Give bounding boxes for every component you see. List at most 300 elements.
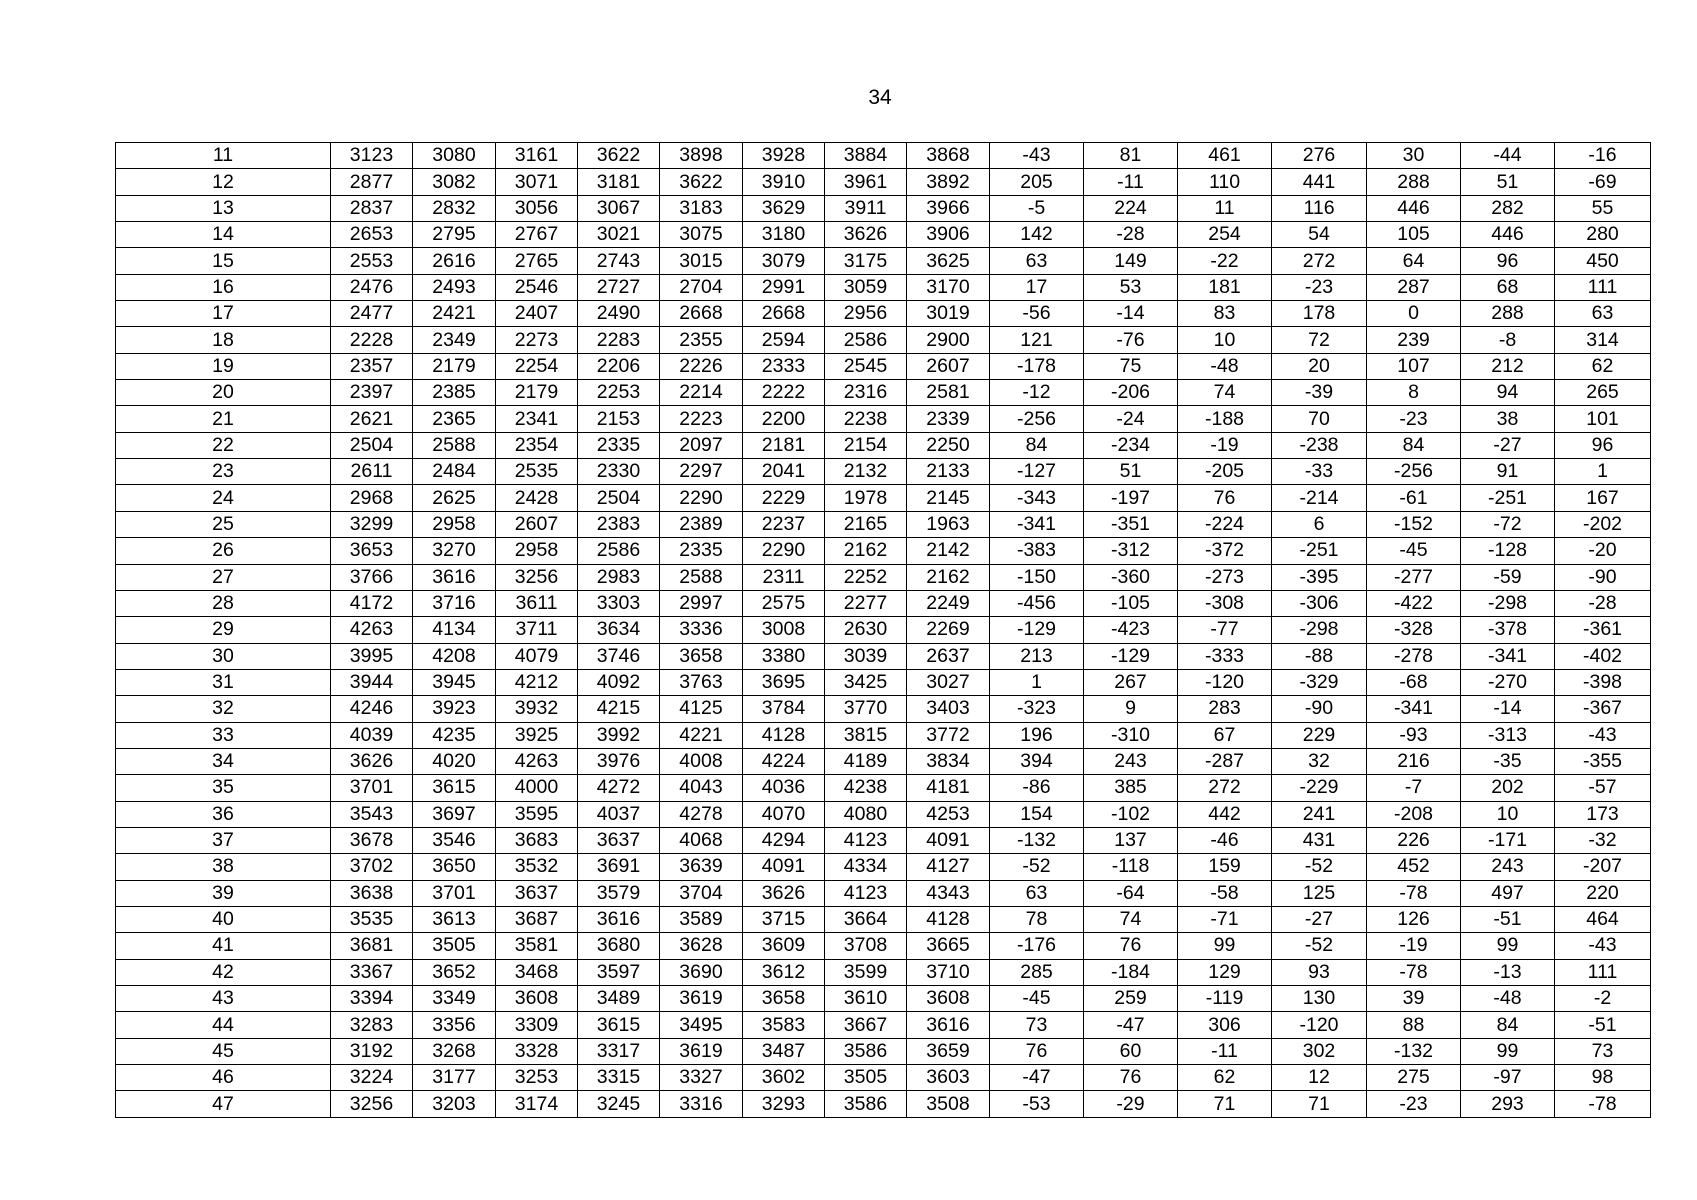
table-cell: -178: [990, 353, 1084, 379]
table-cell: 3535: [331, 906, 413, 932]
table-cell: 3610: [825, 986, 907, 1012]
table-cell: -176: [990, 933, 1084, 959]
table-cell: 3487: [743, 1038, 825, 1064]
table-cell: -383: [990, 538, 1084, 564]
table-row: [116, 511, 1651, 537]
table-cell: 3071: [496, 169, 578, 195]
table-row: [116, 696, 1651, 722]
row-index-cell: 15: [116, 248, 331, 274]
table-cell: 3595: [496, 801, 578, 827]
table-cell: 3626: [825, 222, 907, 248]
row-index-cell: 33: [116, 722, 331, 748]
row-index-cell: 24: [116, 485, 331, 511]
row-index-cell: 22: [116, 432, 331, 458]
row-index-cell: 26: [116, 538, 331, 564]
table-cell: -19: [1367, 933, 1461, 959]
table-cell: 3961: [825, 169, 907, 195]
table-cell: 62: [1555, 353, 1651, 379]
table-row: [116, 669, 1651, 695]
table-cell: 2383: [578, 511, 660, 537]
table-cell: 3629: [743, 195, 825, 221]
table-cell: 4020: [413, 748, 496, 774]
table-cell: 4008: [660, 748, 743, 774]
table-cell: -48: [1178, 353, 1272, 379]
table-cell: 2428: [496, 485, 578, 511]
table-cell: 3868: [907, 143, 990, 169]
table-cell: 2477: [331, 301, 413, 327]
table-cell: 3625: [907, 248, 990, 274]
table-cell: 3932: [496, 696, 578, 722]
table-cell: -132: [1367, 1038, 1461, 1064]
table-cell: 2653: [331, 222, 413, 248]
table-cell: -132: [990, 827, 1084, 853]
table-cell: 3650: [413, 854, 496, 880]
table-cell: 3746: [578, 643, 660, 669]
table-cell: 4125: [660, 696, 743, 722]
table-row: [116, 169, 1651, 195]
table-cell: 3608: [496, 986, 578, 1012]
table-cell: -184: [1084, 959, 1178, 985]
table-cell: 39: [1367, 986, 1461, 1012]
table-cell: 73: [990, 1012, 1084, 1038]
table-cell: 2349: [413, 327, 496, 353]
table-cell: 4127: [907, 854, 990, 880]
table-cell: 3056: [496, 195, 578, 221]
table-cell: -323: [990, 696, 1084, 722]
table-cell: 105: [1367, 222, 1461, 248]
table-cell: 3253: [496, 1065, 578, 1091]
table-cell: 3170: [907, 274, 990, 300]
table-cell: 10: [1178, 327, 1272, 353]
table-cell: 212: [1461, 353, 1555, 379]
table-cell: 30: [1367, 143, 1461, 169]
table-cell: 111: [1555, 959, 1651, 985]
table-cell: -273: [1178, 564, 1272, 590]
row-index-cell: 25: [116, 511, 331, 537]
table-cell: 3687: [496, 906, 578, 932]
table-cell: -8: [1461, 327, 1555, 353]
table-cell: -52: [1272, 854, 1367, 880]
table-cell: 3175: [825, 248, 907, 274]
table-row: [116, 222, 1651, 248]
table-cell: 4212: [496, 669, 578, 695]
table-cell: 2421: [413, 301, 496, 327]
table-cell: 2553: [331, 248, 413, 274]
table-cell: 3701: [413, 880, 496, 906]
table-cell: 2504: [578, 485, 660, 511]
table-cell: 464: [1555, 906, 1651, 932]
row-index-cell: 38: [116, 854, 331, 880]
table-cell: 2254: [496, 353, 578, 379]
table-cell: 4134: [413, 617, 496, 643]
table-cell: 3664: [825, 906, 907, 932]
table-cell: -398: [1555, 669, 1651, 695]
table-cell: 3995: [331, 643, 413, 669]
table-cell: 2837: [331, 195, 413, 221]
table-cell: 3619: [660, 1038, 743, 1064]
table-cell: 3245: [578, 1091, 660, 1117]
row-index-cell: 27: [116, 564, 331, 590]
table-cell: -7: [1367, 775, 1461, 801]
table-cell: 2407: [496, 301, 578, 327]
table-cell: 2958: [496, 538, 578, 564]
table-cell: -72: [1461, 511, 1555, 537]
table-cell: 3027: [907, 669, 990, 695]
row-index-cell: 45: [116, 1038, 331, 1064]
table-cell: 2586: [578, 538, 660, 564]
table-cell: 3177: [413, 1065, 496, 1091]
table-cell: 2637: [907, 643, 990, 669]
table-cell: 3283: [331, 1012, 413, 1038]
row-index-cell: 46: [116, 1065, 331, 1091]
table-cell: 2581: [907, 380, 990, 406]
table-cell: -23: [1367, 406, 1461, 432]
table-cell: 280: [1555, 222, 1651, 248]
table-cell: 74: [1178, 380, 1272, 406]
row-index-cell: 31: [116, 669, 331, 695]
table-cell: 3697: [413, 801, 496, 827]
table-row: [116, 353, 1651, 379]
table-cell: -19: [1178, 432, 1272, 458]
table-cell: -119: [1178, 986, 1272, 1012]
table-cell: 2607: [496, 511, 578, 537]
table-cell: -422: [1367, 590, 1461, 616]
table-cell: 2133: [907, 459, 990, 485]
table-cell: 2355: [660, 327, 743, 353]
table-cell: -48: [1461, 986, 1555, 1012]
table-cell: 394: [990, 748, 1084, 774]
table-cell: 3579: [578, 880, 660, 906]
table-cell: -69: [1555, 169, 1651, 195]
table-cell: -68: [1367, 669, 1461, 695]
table-cell: -129: [1084, 643, 1178, 669]
table-cell: 4263: [496, 748, 578, 774]
table-cell: 3602: [743, 1065, 825, 1091]
table-cell: 84: [1461, 1012, 1555, 1038]
table-row: [116, 406, 1651, 432]
table-cell: 239: [1367, 327, 1461, 353]
table-cell: 3892: [907, 169, 990, 195]
table-cell: 38: [1461, 406, 1555, 432]
table-cell: 73: [1555, 1038, 1651, 1064]
table-cell: 196: [990, 722, 1084, 748]
table-cell: 3716: [413, 590, 496, 616]
table-cell: 452: [1367, 854, 1461, 880]
table-cell: 3380: [743, 643, 825, 669]
table-cell: 4128: [907, 906, 990, 932]
row-index-cell: 47: [116, 1091, 331, 1117]
table-cell: 3180: [743, 222, 825, 248]
table-cell: 3619: [660, 986, 743, 1012]
table-cell: -102: [1084, 801, 1178, 827]
table-cell: 2222: [743, 380, 825, 406]
table-cell: 3639: [660, 854, 743, 880]
table-cell: 63: [990, 248, 1084, 274]
table-cell: 3303: [578, 590, 660, 616]
table-cell: 3616: [907, 1012, 990, 1038]
table-cell: 111: [1555, 274, 1651, 300]
table-cell: 4039: [331, 722, 413, 748]
table-cell: 2668: [660, 301, 743, 327]
table-cell: 2997: [660, 590, 743, 616]
table-cell: 243: [1084, 748, 1178, 774]
table-cell: 3976: [578, 748, 660, 774]
table-cell: 4224: [743, 748, 825, 774]
table-row: [116, 617, 1651, 643]
table-cell: -312: [1084, 538, 1178, 564]
data-table: [115, 142, 1651, 1118]
table-cell: 2277: [825, 590, 907, 616]
table-cell: 282: [1461, 195, 1555, 221]
table-cell: -128: [1461, 538, 1555, 564]
table-cell: 229: [1272, 722, 1367, 748]
table-cell: -214: [1272, 485, 1367, 511]
table-row: [116, 485, 1651, 511]
table-cell: 3608: [907, 986, 990, 1012]
row-index-cell: 21: [116, 406, 331, 432]
table-cell: 3059: [825, 274, 907, 300]
table-cell: 3653: [331, 538, 413, 564]
table-body: [116, 143, 1651, 1118]
table-cell: -402: [1555, 643, 1651, 669]
table-cell: -120: [1178, 669, 1272, 695]
table-cell: 2493: [413, 274, 496, 300]
table-cell: 149: [1084, 248, 1178, 274]
table-cell: 2153: [578, 406, 660, 432]
table-cell: 3616: [413, 564, 496, 590]
table-cell: 2226: [660, 353, 743, 379]
table-cell: -22: [1178, 248, 1272, 274]
table-cell: -341: [1461, 643, 1555, 669]
table-cell: -127: [990, 459, 1084, 485]
table-cell: 3834: [907, 748, 990, 774]
table-cell: 3710: [907, 959, 990, 985]
table-cell: 3658: [660, 643, 743, 669]
table-cell: 75: [1084, 353, 1178, 379]
table-cell: -256: [1367, 459, 1461, 485]
table-cell: 216: [1367, 748, 1461, 774]
row-index-cell: 12: [116, 169, 331, 195]
table-cell: -197: [1084, 485, 1178, 511]
table-cell: -251: [1461, 485, 1555, 511]
table-cell: 3658: [743, 986, 825, 1012]
table-cell: 3691: [578, 854, 660, 880]
table-cell: 6: [1272, 511, 1367, 537]
table-cell: 3678: [331, 827, 413, 853]
table-cell: 287: [1367, 274, 1461, 300]
table-cell: -287: [1178, 748, 1272, 774]
table-cell: -71: [1178, 906, 1272, 932]
table-cell: 2181: [743, 432, 825, 458]
table-cell: -44: [1461, 143, 1555, 169]
table-cell: -423: [1084, 617, 1178, 643]
table-row: [116, 643, 1651, 669]
table-cell: 3256: [331, 1091, 413, 1117]
table-cell: 2253: [578, 380, 660, 406]
table-cell: -238: [1272, 432, 1367, 458]
table-cell: 83: [1178, 301, 1272, 327]
table-cell: 4123: [825, 880, 907, 906]
table-cell: 3704: [660, 880, 743, 906]
table-cell: -77: [1178, 617, 1272, 643]
table-row: [116, 1012, 1651, 1038]
table-cell: 1: [1555, 459, 1651, 485]
table-cell: 32: [1272, 748, 1367, 774]
table-row: [116, 1038, 1651, 1064]
table-cell: 3309: [496, 1012, 578, 1038]
table-cell: 4068: [660, 827, 743, 853]
table-row: [116, 301, 1651, 327]
table-row: [116, 801, 1651, 827]
table-cell: 2956: [825, 301, 907, 327]
table-cell: 3317: [578, 1038, 660, 1064]
table-cell: -43: [1555, 722, 1651, 748]
table-cell: 3256: [496, 564, 578, 590]
table-cell: 78: [990, 906, 1084, 932]
table-cell: 137: [1084, 827, 1178, 853]
table-cell: 2162: [825, 538, 907, 564]
table-cell: 4036: [743, 775, 825, 801]
table-cell: 3690: [660, 959, 743, 985]
table-cell: -11: [1178, 1038, 1272, 1064]
table-cell: -13: [1461, 959, 1555, 985]
table-cell: 3695: [743, 669, 825, 695]
table-cell: -27: [1461, 432, 1555, 458]
table-cell: 2983: [578, 564, 660, 590]
table-cell: -43: [990, 143, 1084, 169]
table-cell: -53: [990, 1091, 1084, 1117]
table-cell: 4215: [578, 696, 660, 722]
table-cell: 4221: [660, 722, 743, 748]
table-cell: 3766: [331, 564, 413, 590]
table-row: [116, 1091, 1651, 1117]
table-cell: 4263: [331, 617, 413, 643]
table-cell: 3543: [331, 801, 413, 827]
table-cell: -328: [1367, 617, 1461, 643]
table-cell: 76: [1084, 1065, 1178, 1091]
table-cell: 3628: [660, 933, 743, 959]
table-cell: -88: [1272, 643, 1367, 669]
row-index-cell: 43: [116, 986, 331, 1012]
table-cell: 283: [1178, 696, 1272, 722]
table-cell: 67: [1178, 722, 1272, 748]
table-cell: 293: [1461, 1091, 1555, 1117]
table-cell: 3616: [578, 906, 660, 932]
table-cell: 2335: [660, 538, 743, 564]
table-cell: 3508: [907, 1091, 990, 1117]
table-cell: 3015: [660, 248, 743, 274]
table-row: [116, 590, 1651, 616]
table-cell: 3784: [743, 696, 825, 722]
table-cell: 2333: [743, 353, 825, 379]
table-cell: 2630: [825, 617, 907, 643]
table-cell: 0: [1367, 301, 1461, 327]
table-cell: -306: [1272, 590, 1367, 616]
table-cell: 3349: [413, 986, 496, 1012]
table-cell: 4128: [743, 722, 825, 748]
table-cell: 4253: [907, 801, 990, 827]
table-cell: -333: [1178, 643, 1272, 669]
table-cell: 2316: [825, 380, 907, 406]
table-cell: 272: [1178, 775, 1272, 801]
table-cell: 3609: [743, 933, 825, 959]
table-cell: 2165: [825, 511, 907, 537]
table-cell: -12: [990, 380, 1084, 406]
table-cell: 159: [1178, 854, 1272, 880]
table-cell: -120: [1272, 1012, 1367, 1038]
table-cell: 2354: [496, 432, 578, 458]
table-cell: -46: [1178, 827, 1272, 853]
table-row: [116, 380, 1651, 406]
table-cell: 54: [1272, 222, 1367, 248]
table-cell: 3599: [825, 959, 907, 985]
table-cell: -171: [1461, 827, 1555, 853]
table-cell: 2625: [413, 485, 496, 511]
table-cell: 3082: [413, 169, 496, 195]
table-cell: 20: [1272, 353, 1367, 379]
row-index-cell: 17: [116, 301, 331, 327]
table-cell: 84: [1367, 432, 1461, 458]
table-cell: 2214: [660, 380, 743, 406]
table-cell: 3008: [743, 617, 825, 643]
table-cell: 3708: [825, 933, 907, 959]
table-cell: 3615: [578, 1012, 660, 1038]
table-cell: 4043: [660, 775, 743, 801]
table-cell: 3356: [413, 1012, 496, 1038]
table-cell: 3546: [413, 827, 496, 853]
table-cell: 3489: [578, 986, 660, 1012]
table-cell: 4037: [578, 801, 660, 827]
table-row: [116, 538, 1651, 564]
table-row: [116, 327, 1651, 353]
row-index-cell: 41: [116, 933, 331, 959]
table-cell: -129: [990, 617, 1084, 643]
table-cell: 220: [1555, 880, 1651, 906]
table-cell: 2484: [413, 459, 496, 485]
table-cell: 2283: [578, 327, 660, 353]
table-cell: -343: [990, 485, 1084, 511]
table-row: [116, 986, 1651, 1012]
table-cell: 3039: [825, 643, 907, 669]
row-index-cell: 19: [116, 353, 331, 379]
table-cell: -355: [1555, 748, 1651, 774]
table-cell: 51: [1461, 169, 1555, 195]
table-cell: 4181: [907, 775, 990, 801]
table-cell: 2795: [413, 222, 496, 248]
table-cell: 2238: [825, 406, 907, 432]
table-cell: 3634: [578, 617, 660, 643]
table-cell: -32: [1555, 827, 1651, 853]
table-cell: 71: [1272, 1091, 1367, 1117]
table-cell: 3923: [413, 696, 496, 722]
table-cell: -78: [1367, 880, 1461, 906]
table-cell: -52: [1272, 933, 1367, 959]
table-cell: 241: [1272, 801, 1367, 827]
table-cell: 3683: [496, 827, 578, 853]
table-cell: 3123: [331, 143, 413, 169]
table-cell: 76: [990, 1038, 1084, 1064]
table-cell: -28: [1084, 222, 1178, 248]
table-cell: 2273: [496, 327, 578, 353]
table-cell: -308: [1178, 590, 1272, 616]
table-cell: -207: [1555, 854, 1651, 880]
table-cell: 84: [990, 432, 1084, 458]
table-cell: -367: [1555, 696, 1651, 722]
table-cell: 3702: [331, 854, 413, 880]
table-cell: 446: [1367, 195, 1461, 221]
table-cell: 2097: [660, 432, 743, 458]
table-cell: 4000: [496, 775, 578, 801]
